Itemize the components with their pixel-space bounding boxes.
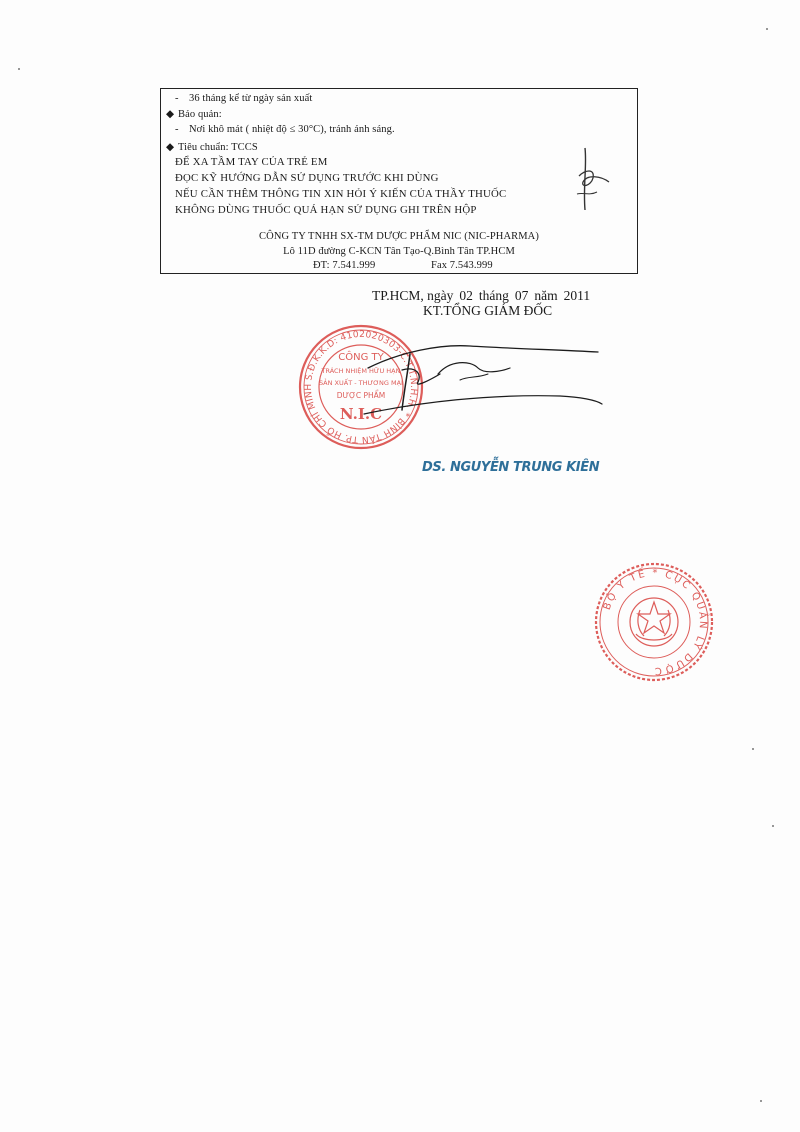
storage-heading: ◆ Bảo quản: xyxy=(166,109,222,120)
scan-speck xyxy=(772,825,774,827)
svg-text:DƯỢC PHẨM: DƯỢC PHẨM xyxy=(336,391,386,400)
standard-line: ◆ Tiêu chuẩn: TCCS xyxy=(166,142,258,153)
company-fax: Fax 7.543.999 xyxy=(431,260,493,271)
svg-text:SẢN XUẤT - THƯƠNG MẠI: SẢN XUẤT - THƯƠNG MẠI xyxy=(319,379,403,387)
storage-item: - Nơi khô mát ( nhiệt độ ≤ 30°C), tránh ánh sáng. xyxy=(175,124,395,135)
svg-text:TRÁCH NHIỆM HỮU HẠN: TRÁCH NHIỆM HỮU HẠN xyxy=(321,367,401,375)
signing-date: TP.HCM, ngày 02 tháng 07 năm 2011 xyxy=(372,288,591,303)
svg-text:CÔNG TY: CÔNG TY xyxy=(338,352,384,363)
signer-name: DS. NGUYỄN TRUNG KIÊN xyxy=(422,460,600,475)
scan-speck xyxy=(18,68,20,70)
scan-speck xyxy=(766,28,768,30)
company-phone: ĐT: 7.541.999 xyxy=(313,260,376,271)
signer-title: KT.TỔNG GIÁM ĐỐC xyxy=(423,303,553,318)
warning-line: ĐỂ XA TẦM TAY CỦA TRẺ EM xyxy=(175,156,328,168)
svg-text:N.I.C: N.I.C xyxy=(339,405,383,423)
company-name: CÔNG TY TNHH SX-TM DƯỢC PHẨM NIC (NIC-PHARMA) xyxy=(259,231,539,242)
warning-line: ĐỌC KỸ HƯỚNG DẪN SỬ DỤNG TRƯỚC KHI DÙNG xyxy=(175,172,439,184)
director-signature xyxy=(360,330,610,440)
warning-line: KHÔNG DÙNG THUỐC QUÁ HẠN SỬ DỤNG GHI TRÊN HỘP xyxy=(175,204,477,216)
warning-line: NẾU CẦN THÊM THÔNG TIN XIN HỎI Ý KIẾN CỦA THẦY THUỐC xyxy=(175,188,507,200)
scan-speck xyxy=(760,1100,762,1102)
scan-speck xyxy=(752,748,754,750)
company-address: Lô 11D đường C-KCN Tân Tạo-Q.Bình Tân TP.HCM xyxy=(283,246,515,257)
agency-seal xyxy=(592,560,716,684)
shelf-life-item: - 36 tháng kể từ ngày sản xuất xyxy=(175,93,313,104)
initials-signature xyxy=(567,146,617,216)
svg-text:S.Đ.K.K.D: 4102020303-C.T.T.N.: S.Đ.K.K.D: 4102020303-C.T.T.N.H.H. * BÌNH TÂN TP. HỒ CHÍ MINH xyxy=(303,329,419,445)
svg-text:BỘ Y TẾ * CỤC QUẢN LÝ DƯỢC: BỘ Y TẾ * CỤC QUẢN LÝ DƯỢC xyxy=(601,567,709,677)
emblem-icon xyxy=(630,598,678,646)
